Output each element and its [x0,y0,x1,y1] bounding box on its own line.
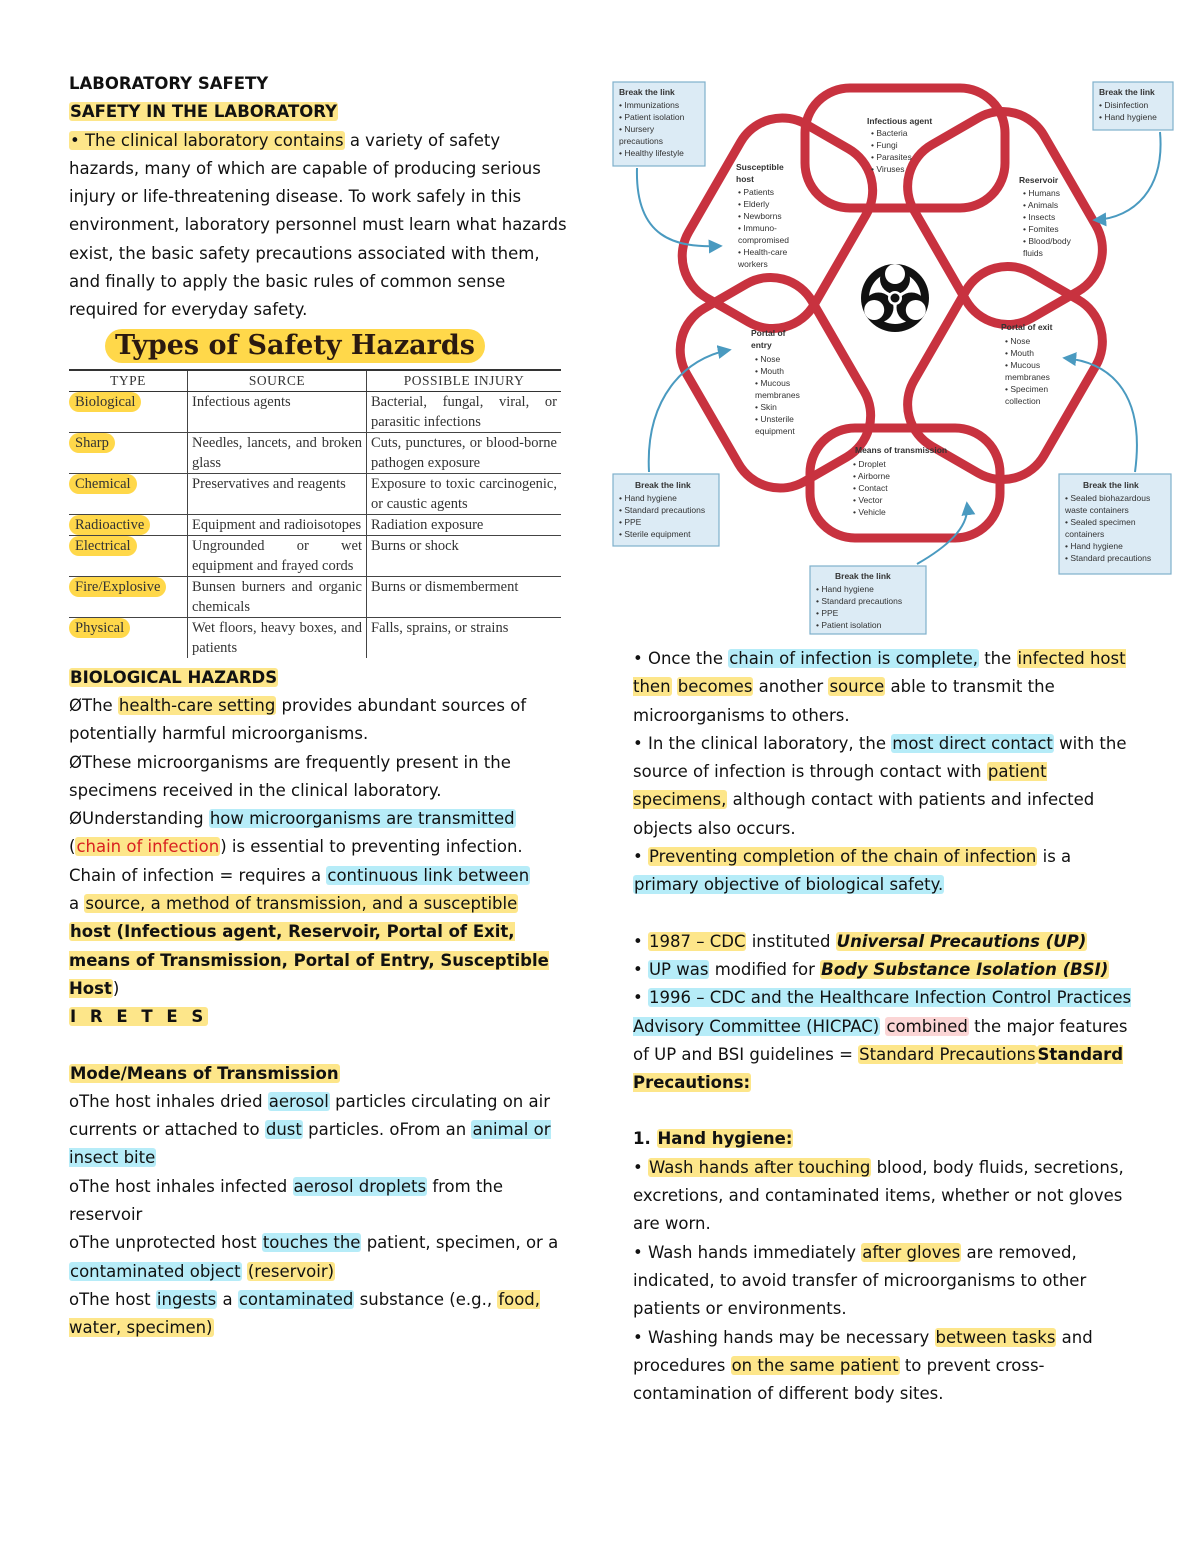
break-link-box-reservoir [1093,82,1173,130]
svg-text:• Mucous: • Mucous [1005,360,1041,370]
hazards-table [69,369,561,658]
node-portal-of-entry [751,328,800,436]
svg-text:compromised: compromised [738,235,790,245]
svg-text:• Patient isolation: • Patient isolation [816,620,882,630]
svg-text:• Sealed specimen: • Sealed specimen [1065,517,1136,527]
svg-text:Break the link: Break the link [835,571,891,581]
svg-text:equipment: equipment [755,426,795,436]
table-row: Biological Infectious agents Bacterial, fungal, viral, or parasitic infections [69,391,561,432]
history-1996: • 1996 – CDC and the Healthcare Infection Control Practices Advisory Committee (HICPAC) combined the major features of UP and BSI guidelines = Standard Precautions Standard Precautions: [633,988,1132,1093]
svg-text:• Patient isolation: • Patient isolation [619,112,685,122]
node-infectious-agent [867,116,932,174]
mode-of-transmission-heading: Mode/Means of Transmission [70,1063,339,1083]
biohazard-icon [861,264,929,332]
document-title: LABORATORY SAFETY [69,74,269,93]
svg-text:host: host [736,174,754,184]
svg-text:• Immuno-: • Immuno- [738,223,777,233]
svg-text:fluids: fluids [1023,248,1043,258]
svg-text:• Hand hygiene: • Hand hygiene [1065,541,1123,551]
svg-text:Break the link: Break the link [635,480,691,490]
left-column [69,70,569,1343]
svg-text:• Mouth: • Mouth [1005,348,1034,358]
chain-complete-paragraph: • Once the chain of infection is complete, the infected host then becomes another source able to transmit the microorganisms to others. [633,649,1126,725]
svg-text:• Standard precautions: • Standard precautions [816,596,903,606]
break-link-box-entry [613,474,719,546]
svg-text:• Animals: • Animals [1023,200,1059,210]
svg-text:Means of transmission: Means of transmission [855,445,948,455]
arrow-to-entry [649,350,729,472]
svg-text:• Nose: • Nose [755,354,781,364]
mode-point-3: oThe unprotected host touches the patient, specimen, or a contaminated object (reservoir) [69,1233,559,1281]
svg-text:• Elderly: • Elderly [738,199,770,209]
svg-text:• Nose: • Nose [1005,336,1031,346]
svg-text:membranes: membranes [1005,372,1050,382]
svg-text:• Skin: • Skin [755,402,777,412]
svg-text:• Healthy lifestyle: • Healthy lifestyle [619,148,684,158]
svg-text:• Health-care: • Health-care [738,247,788,257]
svg-text:• Standard precautions: • Standard precautions [619,505,706,515]
svg-text:• Humans: • Humans [1023,188,1060,198]
mode-point-2: oThe host inhales infected aerosol droplets from the reservoir [69,1176,504,1225]
chain-of-infection-diagram [605,78,1185,638]
svg-text:• PPE: • PPE [816,608,839,618]
svg-text:Infectious agent: Infectious agent [867,116,933,126]
svg-text:• Specimen: • Specimen [1005,384,1049,394]
svg-text:• Newborns: • Newborns [738,211,782,221]
svg-text:• Bacteria: • Bacteria [871,128,908,138]
history-1987: • 1987 – CDC instituted Universal Precautions (UP) [633,931,1087,951]
svg-text:• Unsterile: • Unsterile [755,414,794,424]
svg-text:• Disinfection: • Disinfection [1099,100,1149,110]
hazards-title: Types of Safety Hazards [105,329,485,363]
bio-point-2: ØThese microorganisms are frequently present in the specimens received in the clinical laboratory. [69,752,511,800]
svg-text:• Standard precautions: • Standard precautions [1065,553,1152,563]
svg-text:containers: containers [1065,529,1105,539]
svg-text:• Patients: • Patients [738,187,775,197]
svg-text:• Mouth: • Mouth [755,366,784,376]
svg-text:Reservoir: Reservoir [1019,175,1059,185]
svg-text:precautions: precautions [619,136,663,146]
break-link-box-transmission [810,566,926,634]
svg-text:• Viruses: • Viruses [871,164,905,174]
node-susceptible-host [736,162,789,269]
svg-text:Portal of exit: Portal of exit [1001,322,1053,332]
node-reservoir [1019,175,1072,258]
svg-text:• Fomites: • Fomites [1023,224,1059,234]
svg-text:• Immunizations: • Immunizations [619,100,680,110]
arrow-to-reservoir [1095,132,1161,220]
right-column [633,645,1133,1408]
arrow-to-exit [1065,358,1137,472]
svg-text:Break the link: Break the link [1099,87,1155,97]
table-row: Chemical Preservatives and reagents Exposure to toxic carcinogenic, or caustic agents [69,473,561,514]
table-row: Electrical Ungrounded or wet equipment and frayed cords Burns or shock [69,535,561,576]
bio-point-3: ØUnderstanding how microorganisms are transmitted (chain of infection) is essential to preventing infection. [69,809,523,857]
svg-text:• Mucous: • Mucous [755,378,791,388]
svg-text:• Vehicle: • Vehicle [853,507,886,517]
mode-point-4: oThe host ingests a contaminated substance (e.g., food, water, specimen) [69,1289,541,1338]
hand-hygiene-point-2: • Wash hands immediately after gloves are removed, indicated, to avoid transfer of microorganisms to other patients or environments. [633,1242,1087,1319]
hand-hygiene-point-3: • Washing hands may be necessary between tasks and procedures on the same patient to prevent cross-contamination of different body sites. [633,1327,1093,1404]
svg-text:• Blood/body: • Blood/body [1023,236,1071,246]
table-header-injury: POSSIBLE INJURY [367,370,562,392]
history-bsi: • UP was modified for Body Substance Isolation (BSI) [633,959,1109,979]
table-row: Fire/Explosive Bunsen burners and organic chemicals Burns or dismemberment [69,576,561,617]
svg-text:Portal of: Portal of [751,328,786,338]
svg-text:Break the link: Break the link [1083,480,1139,490]
biological-hazards-heading: BIOLOGICAL HAZARDS [70,667,278,687]
svg-text:• Insects: • Insects [1023,212,1056,222]
table-header-type: TYPE [69,370,188,392]
bio-point-1: ØThe health-care setting provides abundant sources of potentially harmful microorganisms. [69,695,527,744]
mode-point-1: oThe host inhales dried aerosol particles circulating on air currents or attached to dust particles. oFrom an animal or insect bite [69,1091,551,1168]
table-row: Sharp Needles, lancets, and broken glass Cuts, punctures, or blood-borne pathogen exposure [69,432,561,473]
svg-text:• Fungi: • Fungi [871,140,898,150]
svg-text:• Droplet: • Droplet [853,459,886,469]
svg-text:• Nursery: • Nursery [619,124,655,134]
break-link-box-host [613,82,705,166]
direct-contact-paragraph: • In the clinical laboratory, the most direct contact with the source of infection is through contact with patient specimens, although contact with patients and infected objects also occurs. [633,733,1127,838]
table-row: Radioactive Equipment and radioisotopes Radiation exposure [69,514,561,535]
svg-text:collection: collection [1005,396,1041,406]
node-portal-of-exit [1001,322,1053,406]
svg-text:• Sealed biohazardous: • Sealed biohazardous [1065,493,1151,503]
svg-text:• PPE: • PPE [619,517,642,527]
svg-text:membranes: membranes [755,390,800,400]
svg-text:• Parasites: • Parasites [871,152,912,162]
section-title: SAFETY IN THE LABORATORY [70,102,338,122]
svg-text:workers: workers [738,259,768,269]
chain-of-infection-definition: Chain of infection = requires a continuous link between a source, a method of transmission, and a susceptible host (Infectious agent, Reservoir, Portal of Exit, means of Transmission, Portal of Entry, Susceptible Host) [69,865,549,998]
svg-text:Break the link: Break the link [619,87,675,97]
table-header-source: SOURCE [188,370,367,392]
svg-text:waste containers: waste containers [1065,505,1129,515]
mnemonic: I R E T E S [70,1007,208,1027]
svg-text:• Sterile equipment: • Sterile equipment [619,529,691,539]
svg-text:• Contact: • Contact [853,483,888,493]
svg-text:• Hand hygiene: • Hand hygiene [816,584,874,594]
svg-text:Susceptible: Susceptible [736,162,784,172]
svg-text:• Hand hygiene: • Hand hygiene [1099,112,1157,122]
svg-text:• Hand hygiene: • Hand hygiene [619,493,677,503]
table-row: Physical Wet floors, heavy boxes, and patients Falls, sprains, or strains [69,617,561,658]
break-link-box-exit [1059,474,1171,574]
prevention-paragraph: • Preventing completion of the chain of infection is a primary objective of biological safety. [633,847,1072,895]
hand-hygiene-point-1: • Wash hands after touching blood, body fluids, secretions, excretions, and contaminated items, whether or not gloves are worn. [633,1157,1124,1234]
node-means-of-transmission [853,445,947,517]
hand-hygiene-heading: 1. Hand hygiene: [633,1129,793,1149]
svg-text:• Vector: • Vector [853,495,883,505]
svg-text:• Airborne: • Airborne [853,471,890,481]
intro-paragraph: • The clinical laboratory contains a variety of safety hazards, many of which are capable of producing serious injury or life-threatening disease. To work safely in this environment, laboratory personnel must learn what hazards exist, the basic safety precautions associated with them, and finally to apply the basic rules of common sense required for everyday safety. [69,130,567,320]
svg-text:entry: entry [751,340,772,350]
